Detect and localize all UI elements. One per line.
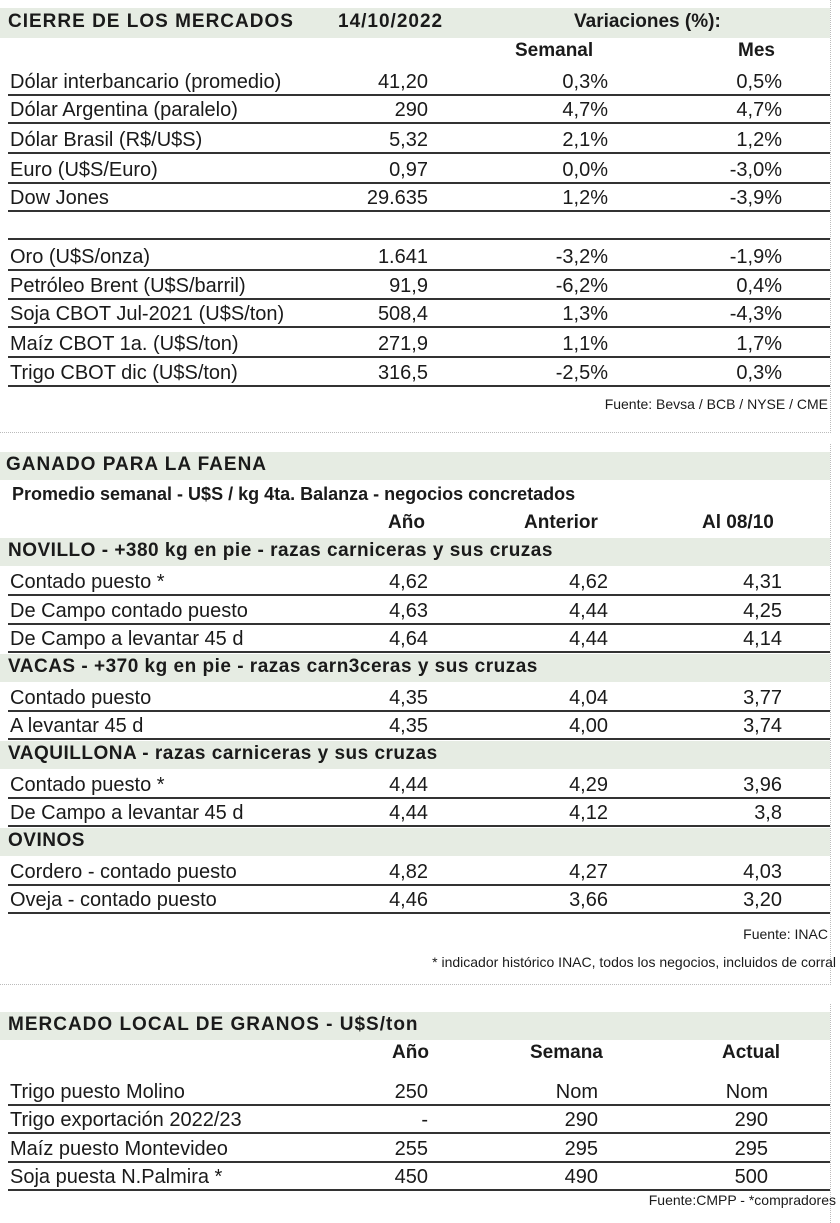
row-label: De Campo a levantar 45 d (10, 802, 244, 824)
row-divider (8, 152, 830, 154)
mes-cell: -3,9% (729, 187, 782, 209)
granos-source: Fuente:CMPP - *compradores (648, 1192, 836, 1208)
semanal-cell: 1,1% (562, 333, 608, 355)
table-row (0, 1106, 830, 1134)
table-row (0, 684, 830, 712)
value-cell: 290 (394, 99, 428, 121)
ano-cell: 4,35 (389, 715, 428, 737)
row-divider (8, 385, 830, 387)
semana-cell: Nom (555, 1081, 598, 1103)
variaciones-label: Variaciones (%): (574, 11, 721, 32)
table-row (0, 771, 830, 799)
group-header (0, 741, 830, 769)
group-header (0, 654, 830, 682)
anterior-cell: 4,00 (569, 715, 608, 737)
anterior-cell: 4,44 (569, 628, 608, 650)
row-label: Trigo puesto Molino (10, 1081, 185, 1103)
row-label: Cordero - contado puesto (10, 860, 237, 883)
table-row (0, 68, 830, 96)
row-label: Petróleo Brent (U$S/barril) (10, 275, 246, 297)
table-row (0, 272, 830, 300)
al-cell: 4,03 (743, 860, 782, 883)
ano-cell: 4,44 (389, 802, 428, 824)
actual-cell: 290 (734, 1109, 768, 1131)
row-label: Contado puesto (10, 686, 152, 709)
ano-cell: 4,64 (389, 628, 428, 650)
table-row (0, 886, 830, 914)
row-label: Soja CBOT Jul-2021 (U$S/ton) (10, 303, 285, 325)
row-label: Euro (U$S/Euro) (10, 159, 158, 181)
group-title: NOVILLO - +380 kg en pie - razas carniceras y sus cruzas (8, 540, 553, 561)
value-cell: 5,32 (389, 129, 428, 151)
value-cell: 316,5 (377, 362, 428, 384)
table-row (0, 96, 830, 124)
ano-cell: 255 (394, 1138, 428, 1160)
semanal-cell: 4,7% (562, 99, 608, 121)
row-label: Dólar Argentina (paralelo) (10, 99, 238, 121)
table-row (0, 1135, 830, 1163)
mercados-source: Fuente: Bevsa / BCB / NYSE / CME (604, 396, 828, 412)
semanal-cell: 0,0% (562, 159, 608, 181)
al-cell: 3,20 (743, 889, 782, 911)
table-row (0, 300, 830, 328)
table-row (0, 858, 830, 886)
ganado-header (0, 452, 830, 480)
col-ano-ganado: Año (388, 512, 425, 533)
ganado-title: GANADO PARA LA FAENA (6, 454, 268, 475)
table-row (0, 597, 830, 625)
col-semanal: Semanal (515, 40, 594, 61)
ano-cell: 4,82 (389, 860, 428, 883)
mes-cell: 1,2% (736, 129, 782, 151)
row-label: Oro (U$S/onza) (10, 246, 151, 268)
actual-cell: 500 (734, 1166, 768, 1188)
row-label: A levantar 45 d (10, 715, 144, 737)
group-title: OVINOS (8, 829, 85, 851)
table-row (0, 330, 830, 358)
granos-title: MERCADO LOCAL DE GRANOS - U$S/ton (8, 1014, 419, 1035)
row-divider (8, 122, 830, 124)
row-divider (8, 912, 830, 914)
row-label: Soja puesta N.Palmira * (10, 1166, 223, 1188)
mes-cell: 1,7% (736, 333, 782, 355)
row-label: Dow Jones (10, 187, 109, 209)
semanal-cell: 2,1% (562, 129, 608, 151)
col-mes: Mes (738, 40, 775, 61)
ano-cell: 4,44 (389, 773, 428, 796)
al-cell: 4,31 (743, 571, 782, 593)
mes-cell: -4,3% (729, 303, 782, 325)
ano-cell: - (421, 1109, 428, 1131)
anterior-cell: 4,04 (569, 686, 608, 709)
value-cell: 0,97 (389, 159, 428, 181)
ganado-note: * indicador histórico INAC, todos los negocios, incluidos de corral (432, 954, 836, 970)
table-row (0, 799, 830, 827)
table-row (0, 568, 830, 596)
block-divider (8, 238, 830, 240)
row-label: Dólar interbancario (promedio) (10, 71, 282, 93)
semanal-cell: 0,3% (562, 71, 608, 93)
ganado-subtitle: Promedio semanal - U$S / kg 4ta. Balanza - negocios concretados (12, 484, 576, 504)
mercados-title: CIERRE DE LOS MERCADOS (8, 11, 294, 32)
col-ano-granos: Año (392, 1042, 429, 1063)
granos-header (0, 1012, 830, 1040)
ano-cell: 250 (394, 1081, 428, 1103)
row-divider (8, 326, 830, 328)
anterior-cell: 4,27 (569, 860, 608, 883)
mercados-header (0, 8, 830, 38)
al-cell: 3,74 (743, 715, 782, 737)
value-cell: 29.635 (366, 187, 428, 209)
row-divider (8, 210, 830, 212)
col-semana: Semana (530, 1042, 603, 1063)
value-cell: 271,9 (377, 333, 428, 355)
row-divider (8, 356, 830, 358)
mes-cell: 0,4% (736, 275, 782, 297)
row-label: Trigo exportación 2022/23 (10, 1109, 242, 1131)
al-cell: 3,8 (754, 802, 782, 824)
al-cell: 3,96 (743, 773, 782, 796)
al-cell: 3,77 (743, 686, 782, 709)
mes-cell: -1,9% (729, 246, 782, 268)
row-label: Contado puesto * (10, 773, 165, 796)
col-actual: Actual (722, 1042, 781, 1063)
table-row (0, 712, 830, 740)
ano-cell: 4,62 (389, 571, 428, 593)
anterior-cell: 4,44 (569, 599, 608, 622)
group-header (0, 828, 830, 856)
ano-cell: 4,63 (389, 599, 428, 622)
group-header (0, 538, 830, 566)
al-cell: 4,14 (743, 628, 782, 650)
table-row (0, 184, 830, 212)
col-anterior: Anterior (524, 512, 598, 533)
semanal-cell: -3,2% (555, 246, 608, 268)
row-label: Maíz CBOT 1a. (U$S/ton) (10, 333, 239, 355)
actual-cell: 295 (734, 1138, 768, 1160)
table-row (0, 1163, 830, 1191)
table-row (0, 156, 830, 184)
semanal-cell: -6,2% (555, 275, 608, 297)
mes-cell: -3,0% (729, 159, 782, 181)
semanal-cell: 1,2% (562, 187, 608, 209)
table-row (0, 359, 830, 387)
row-label: Trigo CBOT dic (U$S/ton) (10, 362, 238, 384)
ganado-source: Fuente: INAC (743, 926, 828, 942)
table-row (0, 1078, 830, 1106)
group-title: VACAS - +370 kg en pie - razas carn3ceras y sus cruzas (8, 655, 538, 677)
col-al: Al 08/10 (702, 512, 774, 533)
row-label: De Campo contado puesto (10, 599, 248, 622)
table-row (0, 625, 830, 653)
value-cell: 41,20 (377, 71, 428, 93)
semanal-cell: 1,3% (562, 303, 608, 325)
al-cell: 4,25 (743, 599, 782, 622)
row-label: Contado puesto * (10, 571, 165, 593)
value-cell: 508,4 (377, 303, 428, 325)
anterior-cell: 3,66 (569, 889, 608, 911)
semanal-cell: -2,5% (555, 362, 608, 384)
semana-cell: 290 (564, 1109, 598, 1131)
row-label: Dólar Brasil (R$/U$S) (10, 129, 203, 151)
row-divider (8, 269, 830, 271)
group-title: VAQUILLONA - razas carniceras y sus cruzas (8, 742, 438, 764)
row-label: De Campo a levantar 45 d (10, 628, 244, 650)
mes-cell: 0,5% (736, 71, 782, 93)
anterior-cell: 4,29 (569, 773, 608, 796)
table-row (0, 243, 830, 271)
mes-cell: 4,7% (736, 99, 782, 121)
row-divider (8, 1189, 830, 1191)
ano-cell: 4,35 (389, 686, 428, 709)
semana-cell: 295 (564, 1138, 598, 1160)
table-row (0, 126, 830, 154)
actual-cell: Nom (725, 1081, 768, 1103)
mercados-date: 14/10/2022 (338, 11, 444, 32)
ano-cell: 4,46 (389, 889, 428, 911)
anterior-cell: 4,62 (569, 571, 608, 593)
semana-cell: 490 (564, 1166, 598, 1188)
row-label: Maíz puesto Montevideo (10, 1138, 228, 1160)
value-cell: 1.641 (377, 246, 428, 268)
ano-cell: 450 (394, 1166, 428, 1188)
anterior-cell: 4,12 (569, 802, 608, 824)
value-cell: 91,9 (389, 275, 428, 297)
mes-cell: 0,3% (736, 362, 782, 384)
row-label: Oveja - contado puesto (10, 889, 217, 911)
row-divider (8, 1132, 830, 1134)
